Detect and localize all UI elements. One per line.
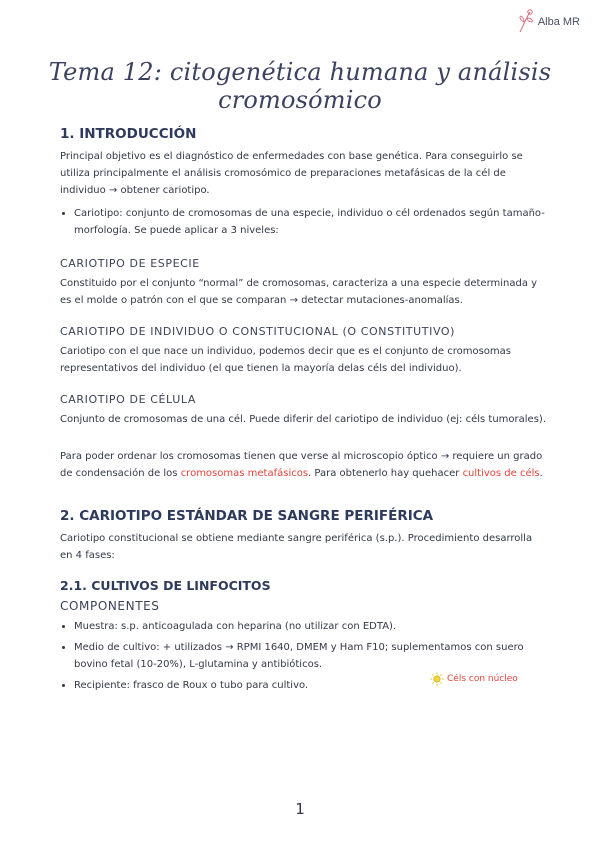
cariotipo-list: [60, 205, 546, 239]
list-item: • Cariotipo: conjunto de cromosomas de una especie, individuo o cél ordenados según tamaño-morfología. Se puede aplicar a 3 niveles:: [74, 205, 546, 239]
heading-cariotipo-especie: CARIOTIPO DE ESPECIE: [60, 257, 200, 270]
section-heading-cariotipo-estandar: 2. CARIOTIPO ESTÁNDAR DE SANGRE PERIFÉRICA: [60, 508, 434, 524]
brand-name: Alba MR: [537, 16, 580, 28]
highlight-metafasicos: cromosomas metafásicos: [180, 468, 309, 479]
fases-paragraph: Cariotipo constitucional se obtiene mediante sangre periférica (s.p.). Procedimiento desarrolla en 4 fases:: [60, 533, 533, 561]
page-title: Tema 12: citogenética humana y análisis cromosómico: [48, 58, 552, 114]
list-item: • Medio de cultivo: + utilizados → RPMI 1640, DMEM y Ham F10; suplementamos con suero bovino fetal (10-20%), L-glutamina y antibióticos.: [74, 639, 546, 673]
brand-logo: [538, 16, 580, 28]
heading-cariotipo-celula: CARIOTIPO DE CÉLULA: [60, 393, 196, 406]
especie-paragraph: Constituido por el conjunto “normal” de cromosomas, caracteriza a una especie determinada y es el molde o patrón con el que se comparan → detectar mutaciones-anomalías.: [60, 278, 538, 306]
document-body: [60, 126, 546, 698]
highlight-cultivos: cultivos de céls: [462, 468, 540, 479]
lightbulb-icon: [430, 672, 444, 686]
list-item: • Recipiente: frasco de Roux o tubo para cultivo.: [74, 677, 546, 694]
condensacion-paragraph: Para poder ordenar los cromosomas tienen que verse al microscopio óptico → requiere un grado de condensación de los cromosomas metafásicos. Para obtenerlo hay quehacer cultivos de céls.: [60, 451, 543, 479]
note-cels-nucleo: [430, 672, 518, 686]
list-item: • Muestra: s.p. anticoagulada con heparina (no utilizar con EDTA).: [74, 618, 546, 635]
individuo-paragraph: Cariotipo con el que nace un individuo, podemos decir que es el conjunto de cromosomas representativos del individuo (el que tienen la mayoría delas céls del individuo).: [60, 346, 511, 374]
note-text: Céls con núcleo: [447, 674, 518, 684]
subsection-heading-cultivos: 2.1. CULTIVOS DE LINFOCITOS: [60, 578, 271, 593]
heading-cariotipo-individuo: CARIOTIPO DE INDIVIDUO O CONSTITUCIONAL (O CONSTITUTIVO): [60, 325, 456, 338]
flower-icon: [516, 8, 540, 34]
celula-paragraph: Conjunto de cromosomas de una cél. Puede diferir del cariotipo de individuo (ej: céls tumorales).: [60, 414, 547, 425]
heading-componentes: COMPONENTES: [60, 599, 160, 613]
intro-paragraph: Principal objetivo es el diagnóstico de enfermedades con base genética. Para conseguirlo se utiliza principalmente el análisis cromosómico de preparaciones metafásicas de la cél de individuo → obtener cariotipo.: [60, 151, 523, 196]
page-number: 1: [295, 800, 305, 818]
section-heading-introduccion: 1. INTRODUCCIÓN: [60, 126, 197, 142]
